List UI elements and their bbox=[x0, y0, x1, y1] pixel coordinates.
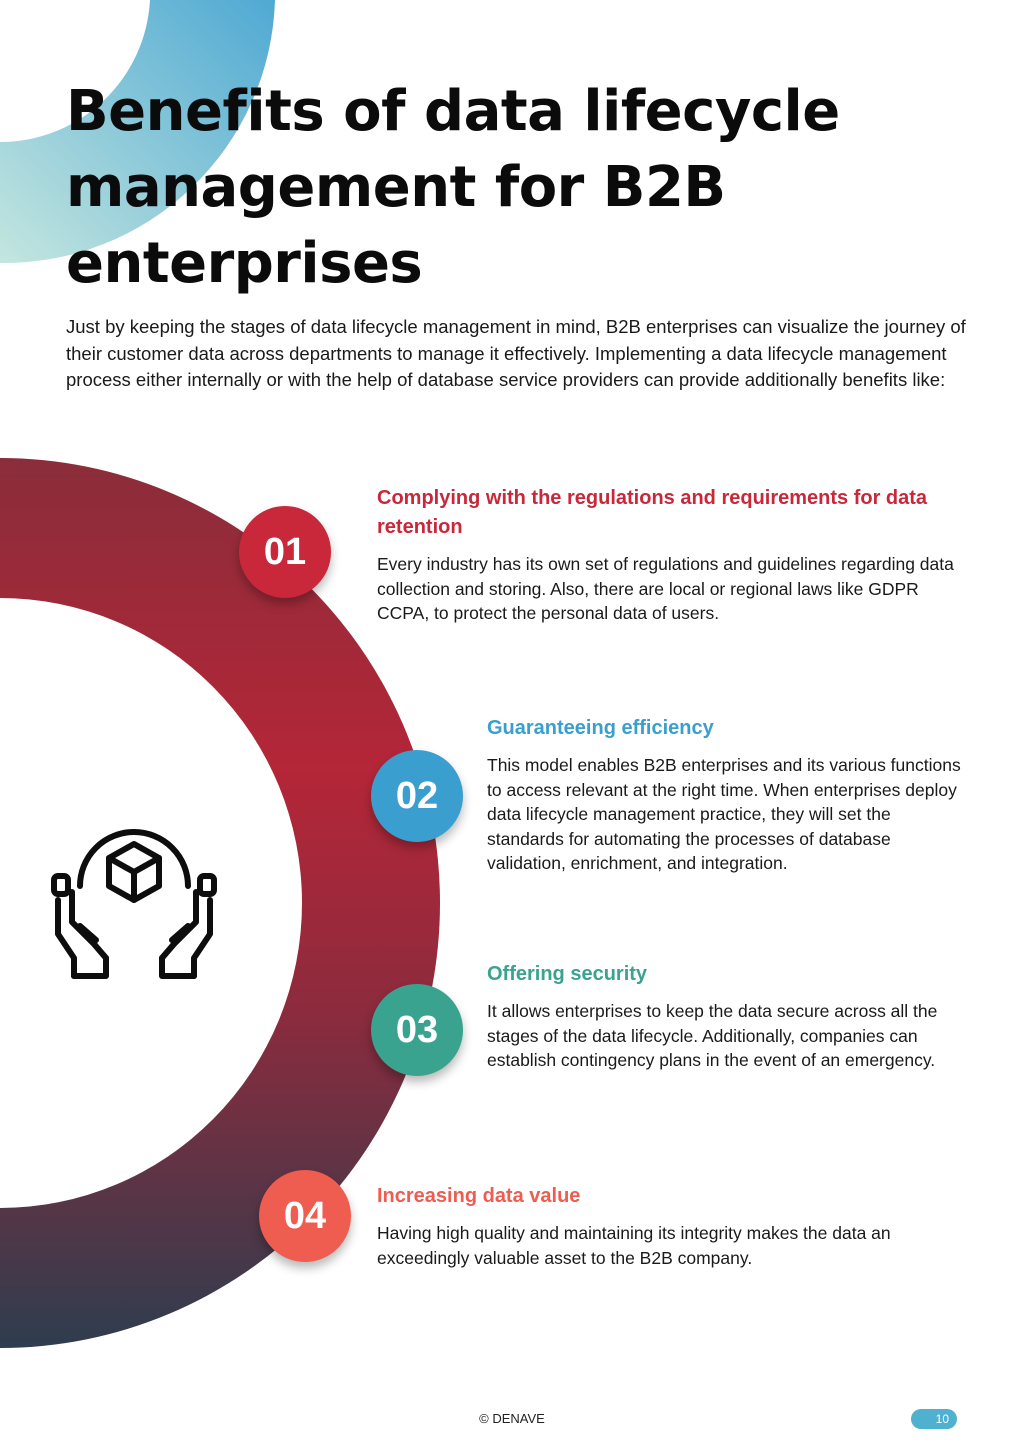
footer-copyright: © DENAVE bbox=[479, 1411, 545, 1426]
benefit-01-badge bbox=[239, 506, 331, 598]
benefit-04-heading: Increasing data value bbox=[377, 1185, 581, 1207]
benefit-04-number: 04 bbox=[283, 1194, 327, 1237]
benefit-02-heading: Guaranteeing efficiency bbox=[487, 717, 714, 739]
benefit-04-badge bbox=[259, 1170, 351, 1262]
benefit-03-badge bbox=[371, 984, 463, 1076]
benefit-02-body: This model enables B2B enterprises and its various functions to access relevant at the right time. When enterprises deploy data lifecycle management practice, they will set the standards for automating the processes of database validation, enrichment, and integration. bbox=[487, 755, 961, 873]
benefit-03-body: It allows enterprises to keep the data secure across all the stages of the data lifecycle. Additionally, companies can establish contingency plans in the event of an emergency. bbox=[487, 1001, 938, 1070]
benefit-03 bbox=[487, 960, 967, 1073]
benefit-03-heading: Offering security bbox=[487, 963, 648, 985]
benefit-02 bbox=[487, 714, 967, 876]
benefit-01-number: 01 bbox=[263, 530, 307, 573]
intro-paragraph: Just by keeping the stages of data lifecycle management in mind, B2B enterprises can visualize the journey of their customer data across departments to manage it effectively. Implementing a data lifecycle management process either internally or with the help of database service providers can provide additionally benefits like: bbox=[66, 316, 966, 390]
page-number-badge bbox=[911, 1409, 957, 1429]
benefit-04 bbox=[377, 1182, 967, 1270]
benefit-01-heading: Complying with the regulations and requirements for data retention bbox=[377, 487, 928, 538]
benefit-02-badge bbox=[371, 750, 463, 842]
benefit-02-number: 02 bbox=[395, 774, 439, 817]
page-number: 10 bbox=[935, 1412, 949, 1426]
benefit-03-number: 03 bbox=[395, 1008, 439, 1051]
benefit-01 bbox=[377, 484, 967, 626]
benefit-01-body: Every industry has its own set of regulations and guidelines regarding data collection and storing. Also, there are local or regional laws like GDPR CCPA, to protect the personal data of users. bbox=[377, 554, 954, 623]
page-title: Benefits of data lifecycle management for B2B enterprises bbox=[66, 79, 840, 296]
benefit-04-body: Having high quality and maintaining its integrity makes the data an exceedingly valuable asset to the B2B company. bbox=[377, 1223, 891, 1268]
hands-holding-box-icon bbox=[48, 818, 220, 986]
